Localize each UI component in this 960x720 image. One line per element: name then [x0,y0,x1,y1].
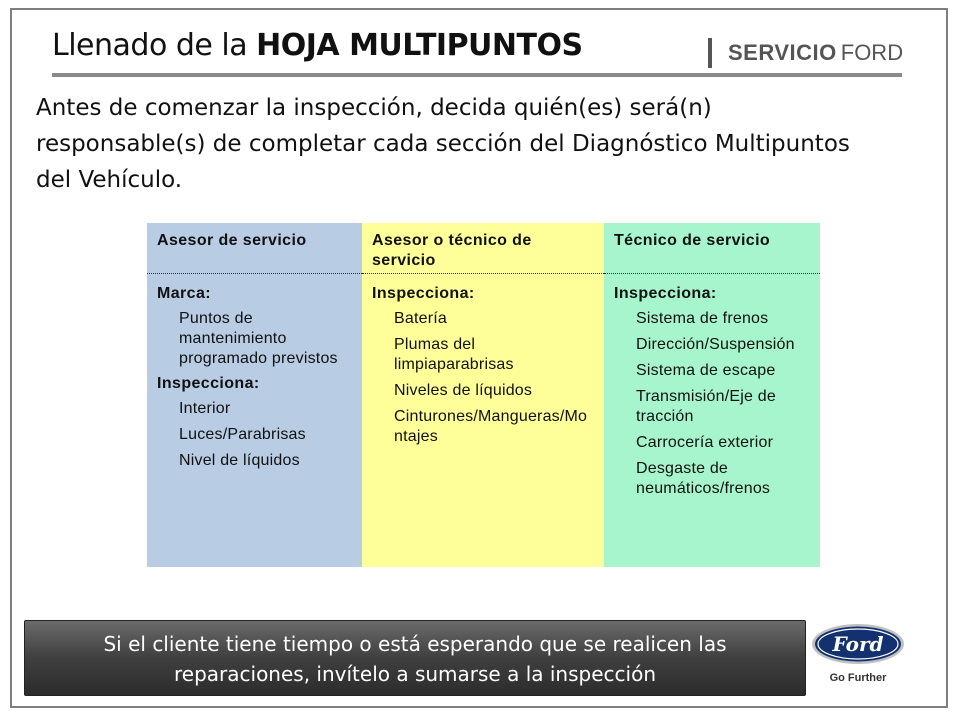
list-item: Plumas del limpiaparabrisas [372,335,594,375]
brand-ford: FORD [840,40,904,65]
header-divider [147,273,362,274]
checkbox-icon [614,361,636,381]
title-underline [52,73,902,77]
servicio-ford-brand [708,38,903,68]
checkbox-icon [372,335,394,375]
checkbox-icon [372,407,394,447]
checkbox-icon [372,381,394,401]
checkbox-icon [157,451,179,471]
column-asesor-o-tecnico [362,223,604,567]
checkbox-icon [614,335,636,355]
column-header: Asesor o técnico de servicio [372,232,532,269]
checkbox-icon [157,309,179,369]
customer-tip-banner [24,620,806,696]
column-asesor [147,223,362,567]
list-item: Sistema de escape [614,361,810,381]
list-item: Nivel de líquidos [157,451,352,471]
checkbox-icon [157,425,179,445]
section-label: Marca: [157,285,211,302]
ford-logo-icon [808,622,908,688]
section-label: Inspecciona: [157,375,260,392]
list-item: Sistema de frenos [614,309,810,329]
section-label: Inspecciona: [614,285,717,302]
list-item: Transmisión/Eje de tracción [614,387,810,427]
checkbox-icon [614,309,636,329]
responsibility-table [147,223,820,567]
column-tecnico [604,223,820,567]
list-item: Cinturones/Mangueras/Montajes [372,407,594,447]
list-item: Luces/Parabrisas [157,425,352,445]
list-item: Interior [157,399,352,419]
logo-wordmark: Ford [832,632,884,656]
list-item: Batería [372,309,594,329]
column-header: Técnico de servicio [614,232,771,249]
checkbox-icon [157,399,179,419]
banner-line-1: Si el cliente tiene tiempo o está esperando que se realicen las [103,632,727,656]
page-title [52,28,583,63]
logo-tagline: Go Further [829,672,887,684]
header-divider [362,273,604,274]
checkbox-icon [372,309,394,329]
brand-servicio: SERVICIO [728,40,837,65]
brand-divider [708,38,712,68]
banner-line-2: reparaciones, invítelo a sumarse a la inspección [174,662,656,686]
header-divider [604,273,820,274]
list-item: Dirección/Suspensión [614,335,810,355]
list-item: Desgaste de neumáticos/frenos [614,459,810,499]
title-bold: HOJA MULTIPUNTOS [256,28,583,63]
checkbox-icon [614,433,636,453]
list-item: Niveles de líquidos [372,381,594,401]
section-label: Inspecciona: [372,285,475,302]
title-prefix: Llenado de la [52,28,257,63]
list-item: Puntos de mantenimiento programado previstos [157,309,352,369]
column-header: Asesor de servicio [157,232,307,249]
intro-text: Antes de comenzar la inspección, decida quién(es) será(n) responsable(s) de completar cada sección del Diagnóstico Multipuntos del Vehículo. [36,95,850,193]
checkbox-icon [614,459,636,499]
list-item: Carrocería exterior [614,433,810,453]
checkbox-icon [614,387,636,427]
